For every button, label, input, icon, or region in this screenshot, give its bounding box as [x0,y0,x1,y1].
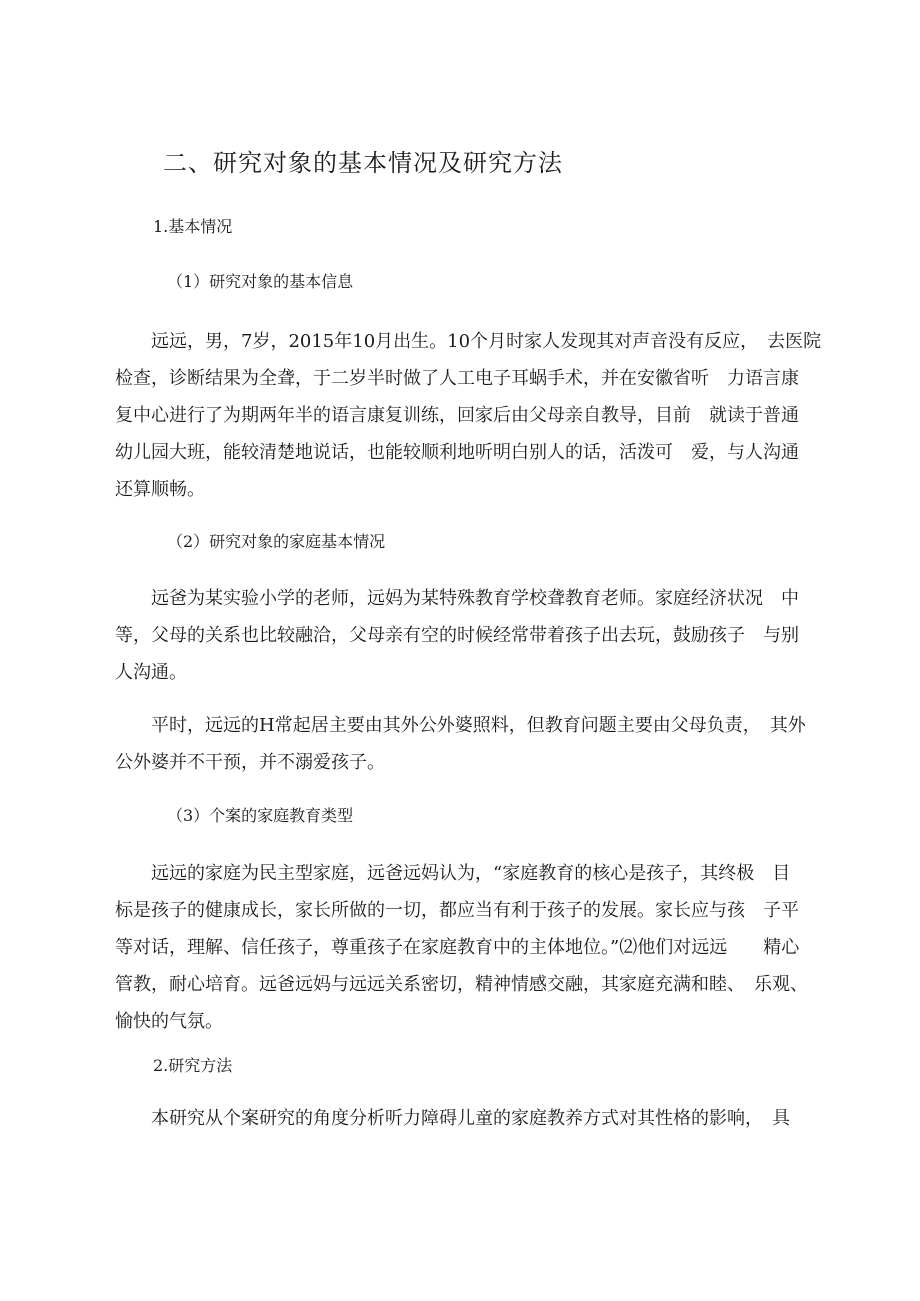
paragraph-line: 还算顺畅。 [115,479,205,500]
paragraph-line: 本研究从个案研究的角度分析听力障碍儿童的家庭教养方式对其性格的影响， 具 [115,1108,790,1129]
paragraph-basic-info [115,323,822,508]
paragraph-line: 人沟通。 [115,662,187,683]
paragraph-line: 等，父母的关系也比较融洽，父母亲有空的时候经常带着孩子出去玩，鼓励孩子 与别 [115,625,799,646]
subsection-title-basic-info: （1）研究对象的基本信息 [167,272,354,291]
subsection-title-family-situation: （2）研究对象的家庭基本情况 [167,532,386,551]
section-heading: 二、研究对象的基本情况及研究方法 [163,149,563,177]
subsection-title-basic-situation: 1.基本情况 [153,217,233,236]
paragraph-line: 检查，诊断结果为全聋，于二岁半时做了人工电子耳蜗手术，并在安徽省听 力语言康 [115,368,799,389]
paragraph-line: 管教，耐心培育。远爸远妈与远远关系密切，精神情感交融，其家庭充满和睦、 乐观、 [115,974,808,995]
paragraph-line: 标是孩子的健康成长，家长所做的一切，都应当有利于孩子的发展。家长应与孩 子平 [115,900,799,921]
paragraph-line: 幼儿园大班，能较清楚地说话，也能较顺利地听明白别人的话，活泼可 爱，与人沟通 [115,442,799,463]
paragraph-line: 平时，远远的H常起居主要由其外公外婆照料，但教育问题主要由父母负责， 其外 [115,715,806,736]
paragraph-family-2 [115,707,812,781]
paragraph-line: 公外婆并不干预，并不溺爱孩子。 [115,752,385,773]
paragraph-line: 复中心进行了为期两年半的语言康复训练，回家后由父母亲自教导，目前 就读于普通 [115,405,799,426]
paragraph-line: 愉快的气氛。 [115,1011,223,1032]
paragraph-line: 等对话，理解、信任孩子，尊重孩子在家庭教育中的主体地位。”⑵他们对远远 精心 [115,937,800,958]
subsection-title-research-method: 2.研究方法 [153,1056,233,1075]
paragraph-line: 远远的家庭为民主型家庭，远爸远妈认为，“家庭教育的核心是孩子，其终极 目 [115,863,791,884]
paragraph-research-method [115,1100,812,1137]
paragraph-line: 远爸为某实验小学的老师，远妈为某特殊教育学校聋教育老师。家庭经济状况 中 [115,588,799,609]
paragraph-family-1 [115,580,812,691]
paragraph-line: 远远，男，7岁，2015年10月出生。10个月时家人发现其对声音没有反应， 去医院 [115,331,822,352]
paragraph-education-type [115,855,812,1040]
subsection-title-education-type: （3）个案的家庭教育类型 [167,806,354,825]
